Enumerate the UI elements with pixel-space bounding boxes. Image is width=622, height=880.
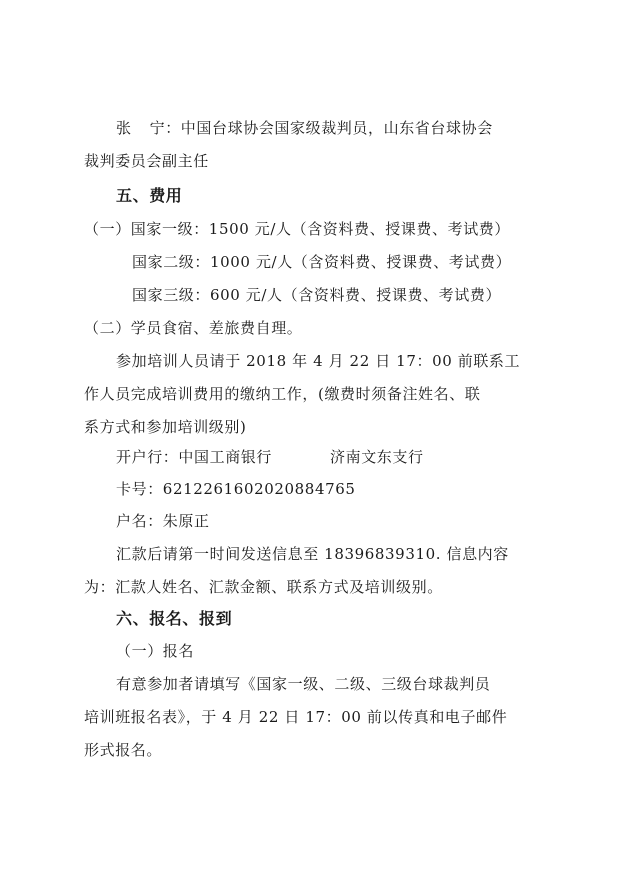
referee-line-1 [116,118,493,138]
payment-para-line-2: 作人员完成培训费用的缴纳工作，(缴费时须备注姓名、联 [84,385,481,403]
fee-level-3: 国家三级：600 元/人（含资料费、授课费、考试费） [132,286,502,304]
referee-desc: 宁：中国台球协会国家级裁判员，山东省台球协会 [149,119,493,137]
card-number: 卡号：6212261602020884765 [116,480,356,498]
section-6-sub-1: （一）报名 [116,642,195,660]
registration-line-1: 有意参加者请填写《国家一级、二级、三级台球裁判员 [116,675,491,693]
referee-surname: 张 [116,119,132,137]
remit-line-1: 汇款后请第一时间发送信息至 18396839310. 信息内容 [116,545,509,563]
fee-level-2: 国家二级：1000 元/人（含资料费、授课费、考试费） [132,253,512,271]
registration-line-3: 形式报名。 [84,741,163,759]
account-name: 户名：朱原正 [116,512,210,530]
bank-branch: 济南文东支行 [330,448,424,466]
section-5-heading: 五、费用 [116,186,183,205]
remit-line-2: 为：汇款人姓名、汇款金额、联系方式及培训级别。 [84,578,443,596]
bank-label: 开户行：中国工商银行 [116,448,273,466]
section-6-heading: 六、报名、报到 [116,609,233,628]
fee-item-2: （二）学员食宿、差旅费自理。 [84,319,303,337]
payment-para-line-1: 参加培训人员请于 2018 年 4 月 22 日 17：00 前联系工 [116,352,521,370]
payment-para-line-3: 系方式和参加培训级别) [84,418,247,436]
fee-level-1: （一）国家一级：1500 元/人（含资料费、授课费、考试费） [84,220,510,238]
registration-line-2: 培训班报名表》，于 4 月 22 日 17：00 前以传真和电子邮件 [84,708,508,726]
referee-line-2: 裁判委员会副主任 [84,152,209,170]
